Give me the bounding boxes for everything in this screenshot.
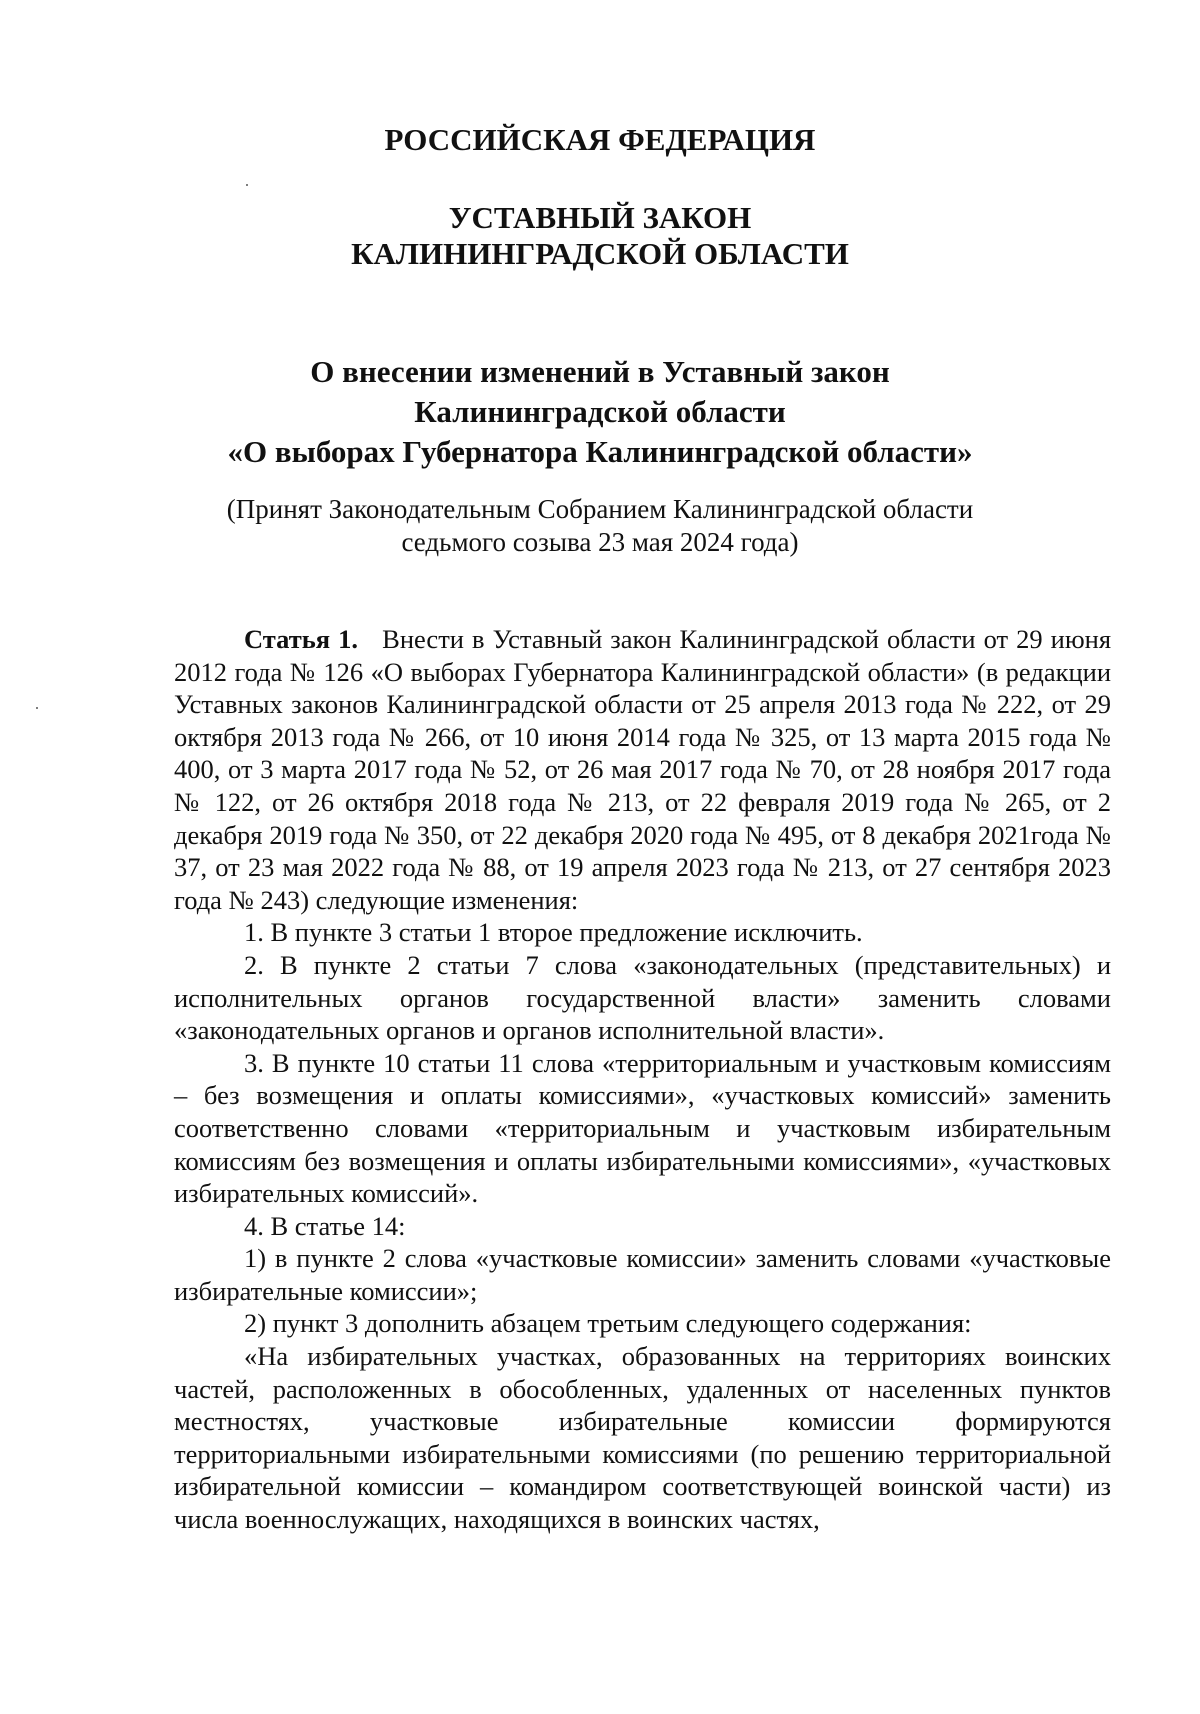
title-line: Калининградской области	[414, 394, 786, 429]
law-title	[0, 352, 1200, 472]
title-line: О внесении изменений в Уставный закон	[310, 354, 890, 389]
scan-speck	[246, 184, 248, 186]
document-body	[174, 623, 1111, 1536]
paragraph: 4. В статье 14:	[244, 1210, 406, 1241]
law-type-line: КАЛИНИНГРАДСКОЙ ОБЛАСТИ	[351, 236, 849, 271]
adoption-note	[0, 493, 1200, 559]
adoption-line: (Принят Законодательным Собранием Калининградской области	[226, 494, 974, 524]
adoption-line: седьмого созыва 23 мая 2024 года)	[401, 527, 799, 557]
scan-speck	[36, 707, 38, 709]
paragraph: 2) пункт 3 дополнить абзацем третьим следующего содержания:	[244, 1308, 972, 1339]
law-type-line: УСТАВНЫЙ ЗАКОН	[448, 200, 752, 235]
paragraph: «На избирательных участках, образованных на территориях воинских частей, расположенных в обособленных, удаленных от населенных пунктов местностях, участковые избирательные комиссии формируются территориальными избирательными комиссиями (по решению территориальной избирательной комиссии – командиром соответствующей воинской части) из числа военнослужащих, находящихся в воинских частях,	[174, 1341, 1111, 1535]
paragraph: 1) в пункте 2 слова «участковые комиссии» заменить словами «участковые избирательные комиссии»;	[174, 1243, 1111, 1306]
title-line: «О выборах Губернатора Калининградской области»	[227, 434, 973, 469]
paragraph-text: Внести в Уставный закон Калининградской области от 29 июня 2012 года № 126 «О выборах Губернатора Калининградской области» (в редакции Уставных законов Калининградской области от 25 апреля 2013 года № 222, от 29 октября 2013 года № 266, от 10 июня 2014 года № 325, от 13 марта 2015 года № 400, от 3 марта 2017 года № 52, от 26 мая 2017 года № 70, от 28 ноября 2017 года № 122, от 26 октября 2018 года № 213, от 22 февраля 2019 года № 265, от 2 декабря 2019 года № 350, от 22 декабря 2020 года № 495, от 8 декабря 2021года № 37, от 23 мая 2022 года № 88, от 19 апреля 2023 года № 213, от 27 сентября 2023 года № 243) следующие изменения:	[174, 624, 1112, 915]
law-type-heading	[0, 200, 1200, 272]
paragraph: 2. В пункте 2 статьи 7 слова «законодательных (представительных) и исполнительных органов государственной власти» заменить словами «законодательных органов и органов исполнительной власти».	[174, 949, 1111, 1046]
paragraph: 1. В пункте 3 статьи 1 второе предложение исключить.	[244, 917, 863, 948]
country-heading	[0, 122, 1200, 158]
article-label: Статья 1.	[244, 624, 358, 654]
paragraph: 3. В пункте 10 статьи 11 слова «территориальным и участковым комиссиям – без возмещения и оплаты комиссиями», «участковых комиссий» заменить соответственно словами «территориальным и участковым избирательным комиссиям без возмещения и оплаты избирательными комиссиями», «участковых избирательных комиссий».	[174, 1047, 1111, 1209]
article-1-intro	[174, 623, 1111, 916]
country-name: РОССИЙСКАЯ ФЕДЕРАЦИЯ	[384, 122, 816, 157]
